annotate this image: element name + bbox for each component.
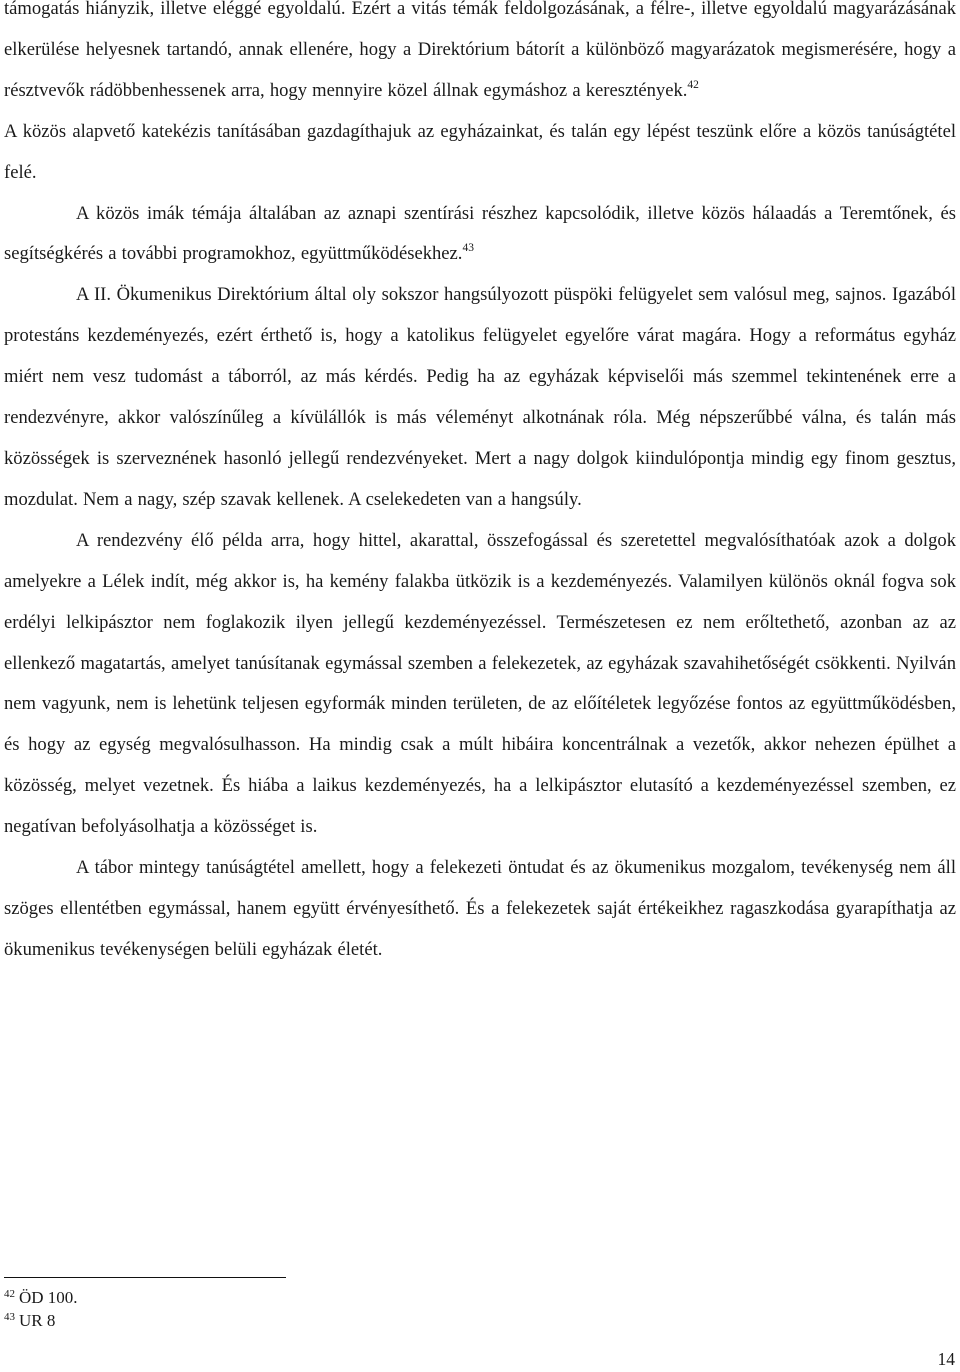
paragraph-1-text: támogatás hiányzik, illetve eléggé egyoldalú. Ezért a vitás témák feldolgozásának, a félre-, illetve egyoldalú magyarázásának elkerülése helyesnek tartandó, annak ellenére, hogy a Direktórium bátorít a különböző magyarázatok megismerésére, hogy a résztvevők rádöbbenhessenek arra, hogy mennyire közel állnak egymáshoz a keresztények. (4, 0, 956, 101)
footnote-number: 42 (4, 1288, 15, 1300)
footnote-ref-43: 43 (462, 242, 474, 255)
footnote-number: 43 (4, 1311, 15, 1323)
footnote-42 (4, 1286, 78, 1309)
footnote-ref-42: 42 (687, 78, 699, 91)
footnote-separator (4, 1277, 286, 1278)
paragraph-2 (4, 112, 956, 194)
footnote-text: ÖD 100. (19, 1288, 78, 1307)
paragraph-1 (4, 0, 956, 112)
footnotes (4, 1286, 78, 1332)
page-number: 14 (937, 1349, 955, 1369)
paragraph-5-text: A rendezvény élő példa arra, hogy hittel, akarattal, összefogással és szeretettel megvalósíthatóak azok a dolgok amelyekre a Lélek indít, még akkor is, ha kemény falakba ütközik is a kezdeményezés. Valamilyen különös oknál fogva sok erdélyi lelkipásztor nem foglakozik ilyen jellegű kezdeményezéssel. Természetesen ez nem erőltethető, azonban az az ellenkező magatartás, amelyet tanúsítanak egymással szemben a felekezetek, az egyházak szavahihetőségét csökkenti. Nyilván nem vagyunk, nem is lehetünk teljesen egyformák minden területen, de az előítéletek legyőzése fontos az együttműködésben, és hogy az egység megvalósulhasson. Ha mindig csak a múlt hibáira koncentrálnak a vezetők, akkor nehezen épülhet a közösség, melyet vezetnek. És hiába a laikus kezdeményezés, ha a lelkipásztor elutasító a kezdeményezéssel szemben, ez negatívan befolyásolhatja a közösséget is. (4, 529, 956, 838)
paragraph-5 (4, 521, 956, 848)
document-page (4, 0, 956, 971)
paragraph-4 (4, 275, 956, 520)
paragraph-4-text: A II. Ökumenikus Direktórium által oly sokszor hangsúlyozott püspöki felügyelet sem valósul meg, sajnos. Igazából protestáns kezdeményezés, ezért érthető is, hogy a katolikus felügyelet egyelőre várat magára. Hogy a református egyház miért nem vesz tudomást a táborról, az más kérdés. Pedig ha az egyházak képviselői más szemmel tekintenének erre a rendezvényre, akkor valószínűleg a kívülállók is más véleményt alkotnának róla. Még népszerűbbé válna, és talán más közösségek is szerveznének hasonló jellegű rendezvényeket. Mert a nagy dolgok kiindulópontja mindig egy finom gesztus, mozdulat. Nem a nagy, szép szavak kellenek. A cselekedeten van a hangsúly. (4, 284, 956, 510)
paragraph-6-text: A tábor mintegy tanúságtétel amellett, hogy a felekezeti öntudat és az ökumenikus mozgalom, tevékenység nem áll szöges ellentétben egymással, hanem együtt érvényesíthető. És a felekezetek saját értékeikhez ragaszkodása gyarapíthatja az ökumenikus tevékenységen belüli egyházak életét. (4, 857, 956, 960)
footnote-text: UR 8 (19, 1311, 56, 1330)
paragraph-3 (4, 194, 956, 276)
paragraph-2-text: A közös alapvető katekézis tanításában gazdagíthajuk az egyházainkat, és talán egy lépést teszünk előre a közös tanúságtétel felé. (4, 120, 956, 183)
paragraph-6 (4, 848, 956, 971)
footnote-43 (4, 1309, 78, 1332)
paragraph-3-text: A közös imák témája általában az aznapi szentírási részhez kapcsolódik, illetve közös hálaadás a Teremtőnek, és segítségkérés a további programokhoz, együttműködésekhez. (4, 202, 956, 265)
